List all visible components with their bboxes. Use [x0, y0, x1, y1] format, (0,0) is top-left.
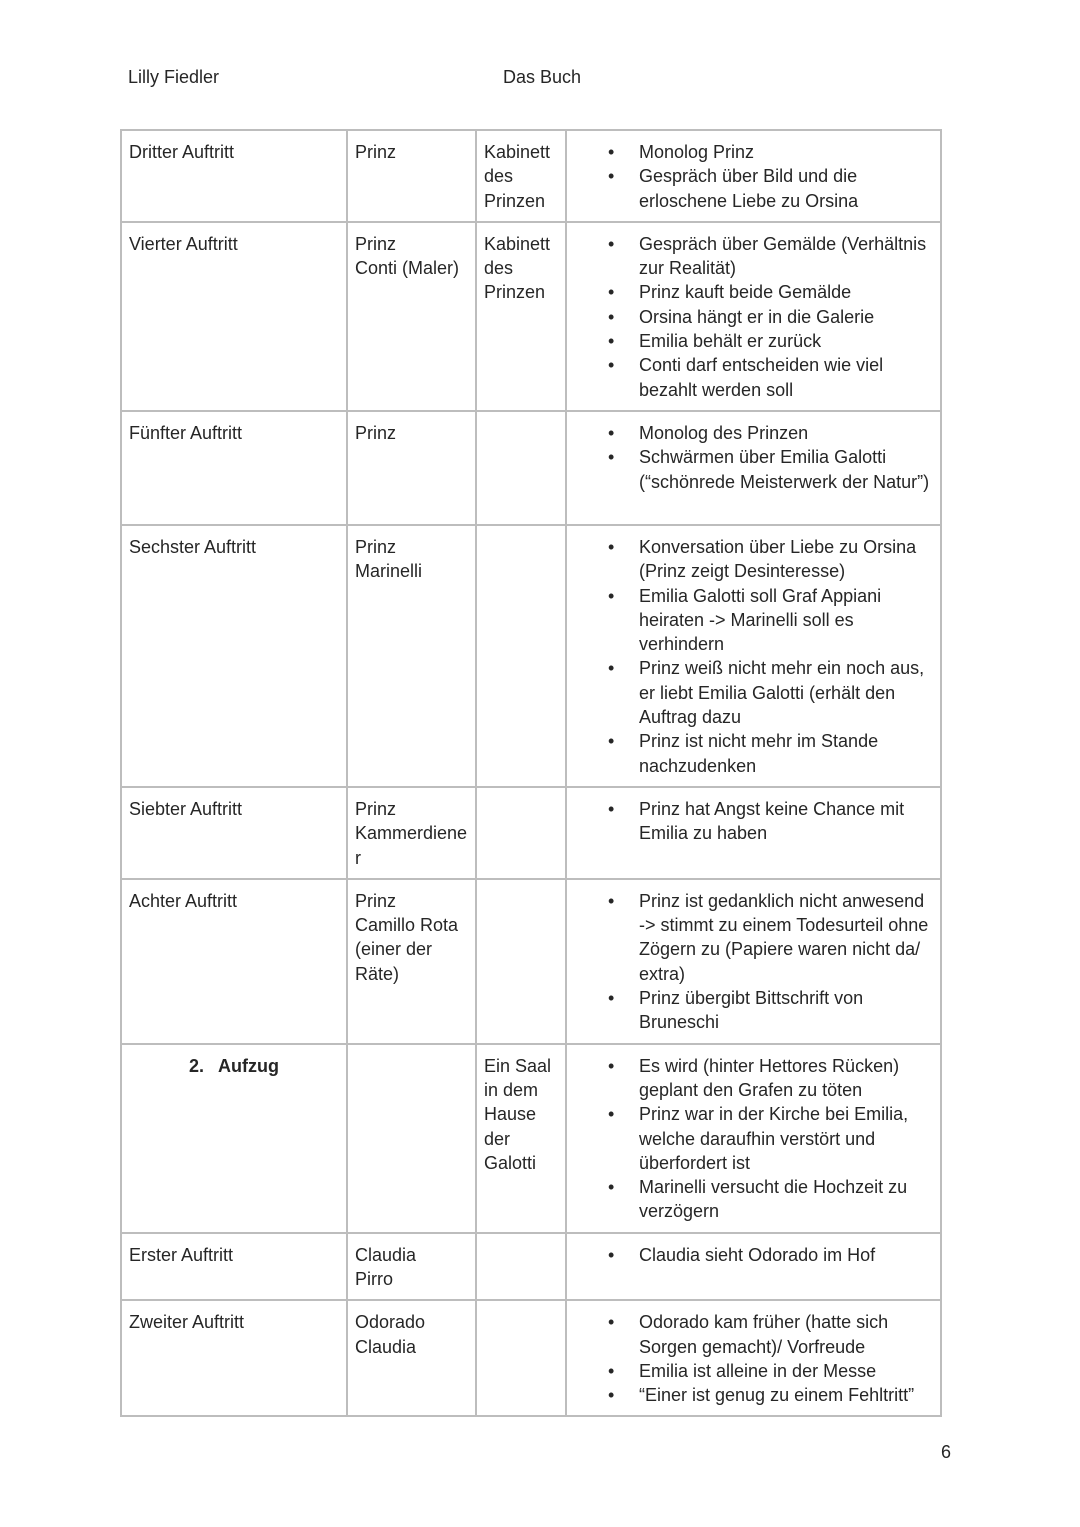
table-row: [121, 1233, 941, 1301]
bullet-point: • Emilia ist alleine in der Messe: [574, 1359, 933, 1383]
place-cell: [476, 222, 566, 411]
bullet-point: • Prinz kauft beide Gemälde: [574, 280, 933, 304]
table-row: [121, 222, 941, 411]
bullet-point: • Prinz weiß nicht mehr ein noch aus, er liebt Emilia Galotti (erhält den Auftrag dazu: [574, 656, 933, 729]
bullet-list: [574, 535, 933, 778]
bullet-point: • Monolog Prinz: [574, 140, 933, 164]
bullet-point: • Prinz übergibt Bittschrift von Bruneschi: [574, 986, 933, 1035]
bullet-point: • Prinz ist gedanklich nicht anwesend -> stimmt zu einem Todesurteil ohne Zögern zu (Papiere waren nicht da/ extra): [574, 889, 933, 986]
bullet-point: • Es wird (hinter Hettores Rücken) geplant den Grafen zu töten: [574, 1054, 933, 1103]
summary-cell: [566, 411, 941, 525]
bullet-point: • Gespräch über Gemälde (Verhältnis zur Realität): [574, 232, 933, 281]
place-text: Ein Saal: [484, 1055, 552, 1076]
place-text: in dem: [484, 1079, 539, 1100]
table-row: [121, 411, 941, 525]
place-cell: [476, 411, 566, 525]
bullet-point: • Conti darf entscheiden wie viel bezahlt werden soll: [574, 353, 933, 402]
person-name: Conti (Maler): [355, 258, 460, 279]
section-title: Aufzug: [218, 1055, 279, 1076]
person-name: Pirro: [355, 1268, 394, 1289]
person-name: Odorado: [355, 1312, 426, 1333]
bullet-list: [574, 797, 933, 846]
scene-cell: Sechster Auftritt: [121, 525, 347, 787]
persons-cell: [347, 1044, 476, 1233]
person-name: Prinz: [355, 536, 397, 557]
summary-cell: [566, 222, 941, 411]
header-title: Das Buch: [503, 67, 582, 87]
place-text: Hause: [484, 1104, 537, 1125]
place-cell: [476, 1300, 566, 1416]
bullet-list: [574, 1054, 933, 1224]
summary-cell: [566, 879, 941, 1044]
place-text: Kabinett: [484, 233, 551, 254]
persons-cell: [347, 787, 476, 879]
person-name: Marinelli: [355, 561, 423, 582]
scene-cell: Vierter Auftritt: [121, 222, 347, 411]
page-number: 6: [941, 1442, 952, 1462]
section-number: 2.: [189, 1055, 205, 1076]
scene-cell: Zweiter Auftritt: [121, 1300, 347, 1416]
place-text: Kabinett: [484, 142, 551, 162]
persons-cell: [347, 130, 476, 222]
persons-cell: [347, 1300, 476, 1416]
person-name: Claudia: [355, 1336, 417, 1357]
summary-cell: [566, 1044, 941, 1233]
person-name: Claudia: [355, 1244, 417, 1265]
person-name: Prinz: [355, 422, 397, 443]
bullet-point: • Orsina hängt er in die Galerie: [574, 305, 933, 329]
summary-cell: [566, 787, 941, 879]
bullet-list: [574, 1310, 933, 1407]
section-heading-cell: [121, 1044, 347, 1233]
place-cell: [476, 130, 566, 222]
bullet-point: • Prinz ist nicht mehr im Stande nachzudenken: [574, 729, 933, 778]
bullet-point: • Konversation über Liebe zu Orsina (Prinz zeigt Desinteresse): [574, 535, 933, 584]
table-row: [121, 879, 941, 1044]
table-row: [121, 787, 941, 879]
bullet-point: • Schwärmen über Emilia Galotti (“schönrede Meisterwerk der Natur”): [574, 445, 933, 494]
bullet-point: • Gespräch über Bild und die erloschene Liebe zu Orsina: [574, 164, 933, 213]
place-cell: [476, 787, 566, 879]
bullet-point: • Prinz war in der Kirche bei Emilia, welche daraufhin verstört und überfordert ist: [574, 1102, 933, 1175]
bullet-point: • Prinz hat Angst keine Chance mit Emilia zu haben: [574, 797, 933, 846]
place-cell: [476, 879, 566, 1044]
persons-cell: [347, 1233, 476, 1301]
bullet-list: [574, 421, 933, 494]
bullet-list: [574, 232, 933, 402]
summary-cell: [566, 130, 941, 222]
scene-cell: Fünfter Auftritt: [121, 411, 347, 525]
persons-cell: [347, 411, 476, 525]
bullet-list: [574, 140, 933, 213]
bullet-point: • “Einer ist genug zu einem Fehltritt”: [574, 1383, 933, 1407]
person-name: Prinz: [355, 142, 397, 162]
place-text: Prinzen: [484, 190, 546, 211]
scene-cell: Siebter Auftritt: [121, 787, 347, 879]
bullet-point: • Claudia sieht Odorado im Hof: [574, 1243, 933, 1267]
table-row: [121, 525, 941, 787]
scene-cell: Erster Auftritt: [121, 1233, 347, 1301]
scene-table: [120, 129, 942, 1417]
bullet-point: • Odorado kam früher (hatte sich Sorgen gemacht)/ Vorfreude: [574, 1310, 933, 1359]
bullet-point: • Emilia behält er zurück: [574, 329, 933, 353]
place-cell: [476, 525, 566, 787]
table-row: [121, 1300, 941, 1416]
person-name: r: [355, 847, 361, 868]
place-text: Galotti: [484, 1152, 537, 1173]
persons-cell: [347, 525, 476, 787]
scene-cell: Achter Auftritt: [121, 879, 347, 1044]
person-name: Prinz: [355, 890, 397, 911]
person-name: Kammerdiene: [355, 823, 468, 844]
place-cell: [476, 1044, 566, 1233]
place-text: der: [484, 1128, 511, 1149]
place-text: Prinzen: [484, 282, 546, 303]
summary-cell: [566, 525, 941, 787]
persons-cell: [347, 879, 476, 1044]
person-name: Räte): [355, 963, 400, 984]
place-text: des: [484, 258, 514, 279]
bullet-point: • Marinelli versucht die Hochzeit zu verzögern: [574, 1175, 933, 1224]
table-row: [121, 1044, 941, 1233]
place-cell: [476, 1233, 566, 1301]
summary-cell: [566, 1300, 941, 1416]
person-name: (einer der: [355, 939, 433, 960]
persons-cell: [347, 222, 476, 411]
place-text: des: [484, 166, 514, 187]
scene-cell: Dritter Auftritt: [121, 130, 347, 222]
person-name: Prinz: [355, 233, 397, 254]
bullet-point: • Emilia Galotti soll Graf Appiani heiraten -> Marinelli soll es verhindern: [574, 584, 933, 657]
person-name: Prinz: [355, 798, 397, 819]
header-author: Lilly Fiedler: [128, 67, 220, 87]
summary-cell: [566, 1233, 941, 1301]
table-row: [121, 130, 941, 222]
bullet-point: • Monolog des Prinzen: [574, 421, 933, 445]
person-name: Camillo Rota: [355, 915, 459, 936]
bullet-list: [574, 1243, 933, 1267]
bullet-list: [574, 889, 933, 1035]
